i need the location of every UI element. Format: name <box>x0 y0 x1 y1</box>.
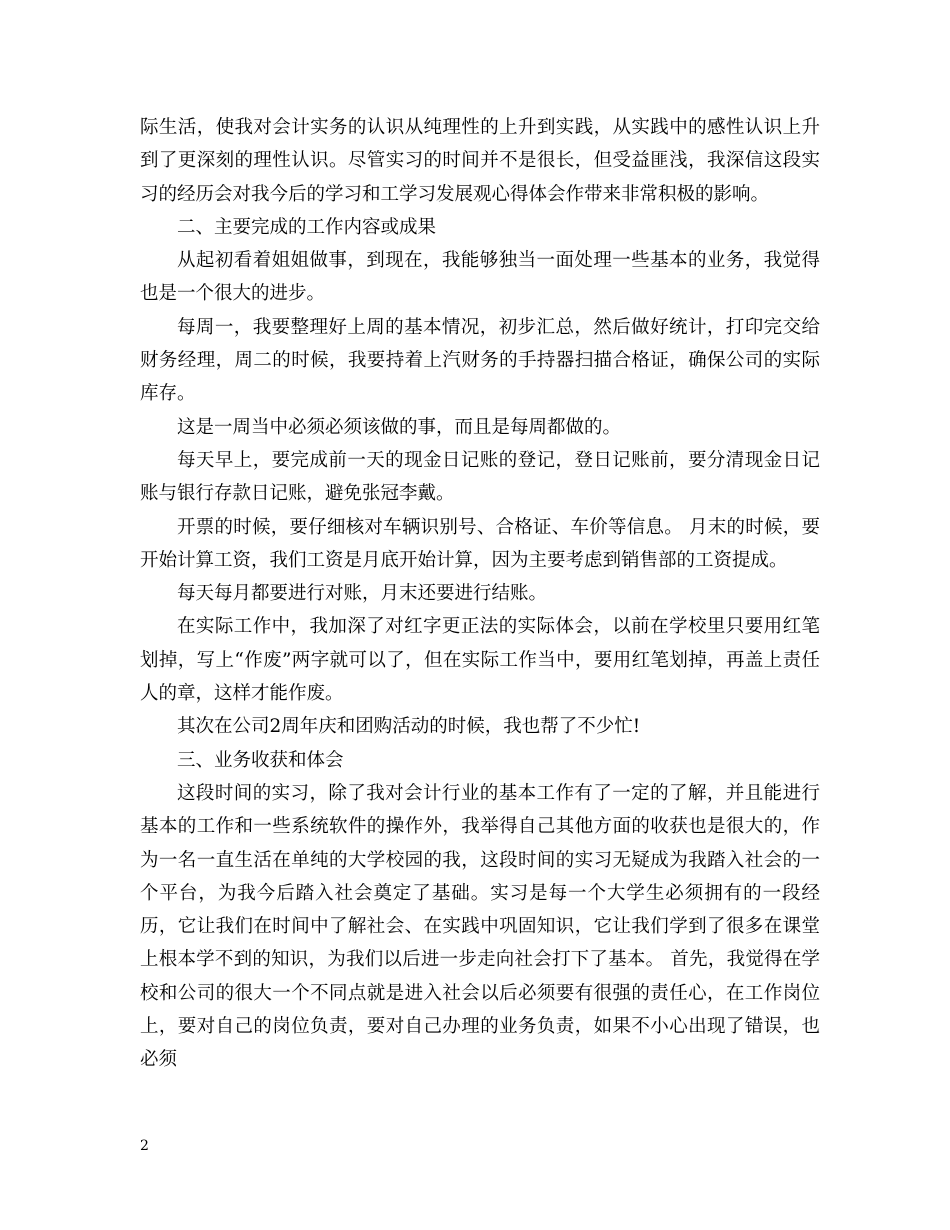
paragraph: 从起初看着姐姐做事，到现在，我能够独当一面处理一些基本的业务，我觉得也是一个很大的进步。 <box>140 250 820 305</box>
paragraph: 其次在公司2周年庆和团购活动的时候，我也帮了不少忙! <box>177 716 641 738</box>
paragraph: 每天早上，要完成前一天的现金日记账的登记，登日记账前，要分清现金日记账与银行存款日记账，避免张冠李戴。 <box>140 449 820 505</box>
paragraph: 开票的时候，要仔细核对车辆识别号、合格证、车价等信息。 月末的时候，要开始计算工资，我们工资是月底开始计算，因为主要考虑到销售部的工资提成。 <box>140 516 820 571</box>
paragraph-continuation: 际生活，使我对会计实务的认识从纯理性的上升到实践，从实践中的感性认识上升到了更深刻的理性认识。尽管实习的时间并不是很长，但受益匪浅，我深信这段实习的经历会对我今后的学习和工学习发展观心得体会作带来非常积极的影响。 <box>140 117 820 205</box>
paragraph: 在实际工作中，我加深了对红字更正法的实际体会，以前在学校里只要用红笔划掉，写上“作废”两字就可以了，但在实际工作当中，要用红笔划掉，再盖上责任人的章，这样才能作废。 <box>140 616 820 705</box>
paragraph: 这段时间的实习，除了我对会计行业的基本工作有了一定的了解，并且能进行基本的工作和一些系统软件的操作外，我举得自己其他方面的收获也是很大的，作为一名一直生活在单纯的大学校园的我，这段时间的实习无疑成为我踏入社会的一个平台，为我今后踏入社会奠定了基础。实习是每一个大学生必须拥有的一段经历，它让我们在时间中了解社会、在实践中巩固知识，它让我们学到了很多在课堂上根本学不到的知识，为我们以后进一步走向社会打下了基本。 首先，我觉得在学校和公司的很大一个不同点就是进入社会以后必须要有很强的责任心，在工作岗位上，要对自己的岗位负责，要对自己办理的业务负责，如果不小心出现了错误，也必须 <box>140 782 820 1071</box>
paragraph: 每周一，我要整理好上周的基本情况，初步汇总，然后做好统计，打印完交给财务经理，周二的时候，我要持着上汽财务的手持器扫描合格证，确保公司的实际库存。 <box>140 316 820 405</box>
section-heading-gains: 三、业务收获和体会 <box>177 749 344 771</box>
document-body <box>140 111 820 1077</box>
page-number: 2 <box>140 1138 149 1154</box>
paragraph: 这是一周当中必须必须该做的事，而且是每周都做的。 <box>177 416 622 438</box>
section-heading-main-work: 二、主要完成的工作内容或成果 <box>177 216 437 238</box>
paragraph: 每天每月都要进行对账，月末还要进行结账。 <box>177 583 548 605</box>
